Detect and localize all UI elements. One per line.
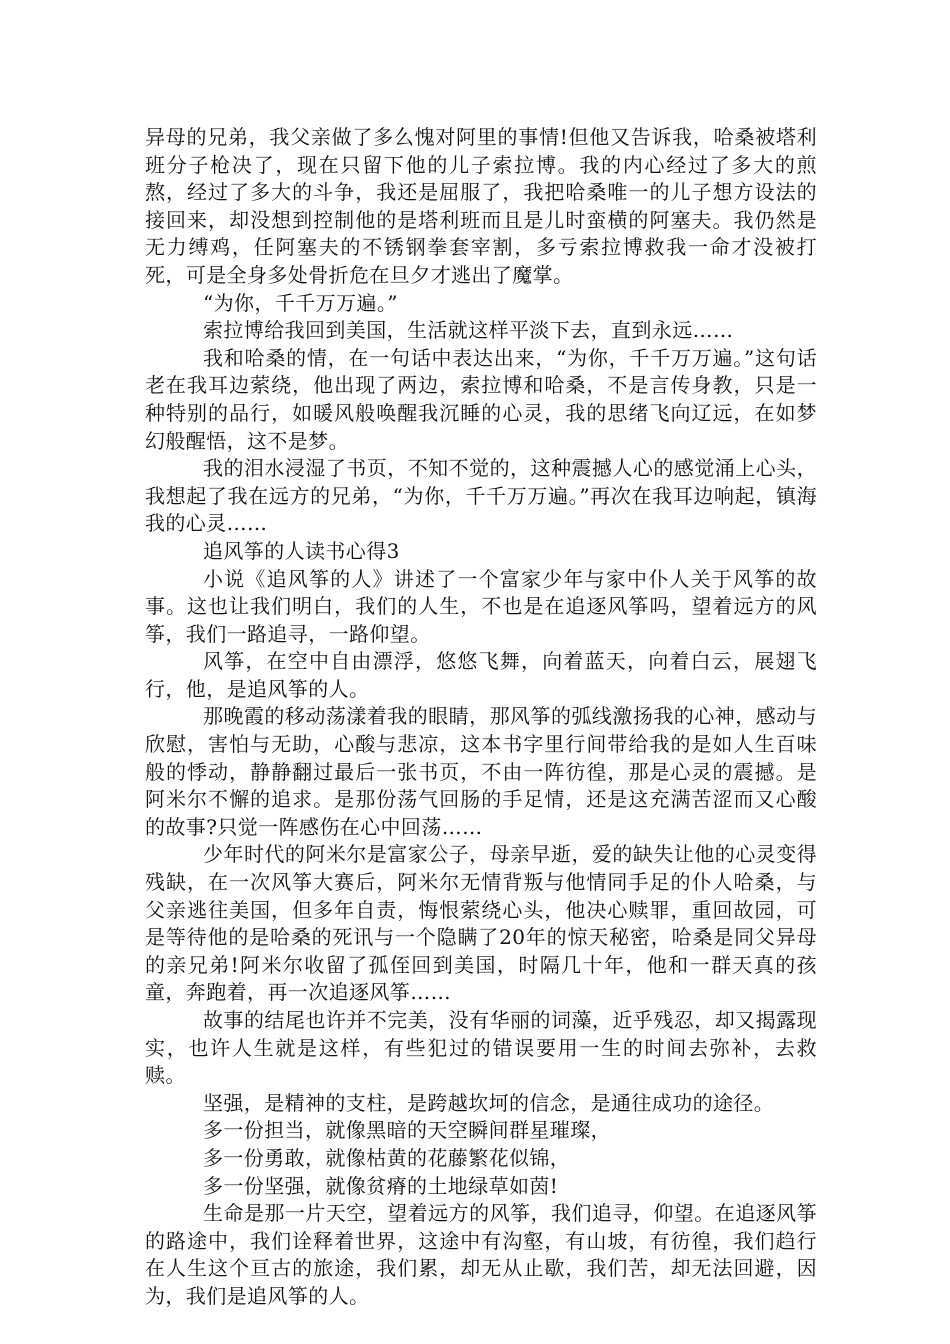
document-page <box>145 124 817 1311</box>
paragraph: 生命是那一片天空，望着远方的风筝，我们追寻，仰望。在追逐风筝的路途中，我们诠释着世界，这途中有沟壑，有山坡，有彷徨，我们趋行在人生这个亘古的旅途，我们累，却无从止歇，我们苦，却无法回避，因为，我们是追风筝的人。 <box>145 1201 817 1308</box>
paragraph: 我和哈桑的情，在一句话中表达出来，“为你，千千万万遍。”这句话老在我耳边萦绕，他出现了两边，索拉博和哈桑，不是言传身教，只是一种特别的品行，如暖风般唤醒我沉睡的心灵，我的思绪飞向辽远，在如梦幻般醒悟，这不是梦。 <box>145 345 817 453</box>
paragraph: 索拉博给我回到美国，生活就这样平淡下去，直到永远…… <box>203 318 734 343</box>
paragraph: 我的泪水浸湿了书页，不知不觉的，这种震撼人心的感觉涌上心头，我想起了我在远方的兄弟，“为你，千千万万遍。”再次在我耳边响起，镇海我的心灵…… <box>145 456 817 536</box>
paragraph: 故事的结尾也许并不完美，没有华丽的词藻，近乎残忍，却又揭露现实，也许人生就是这样，有些犯过的错误要用一生的时间去弥补，去救赎。 <box>145 1008 817 1088</box>
paragraph: 坚强，是精神的支柱，是跨越坎坷的信念，是通往成功的途径。 <box>203 1090 775 1115</box>
paragraph-continuation: 异母的兄弟，我父亲做了多么愧对阿里的事情!但他又告诉我，哈桑被塔利班分子枪决了，现在只留下他的儿子索拉博。我的内心经过了多大的煎熬，经过了多大的斗争，我还是屈服了，我把哈桑唯一的儿子想方设法的接回来，却没想到控制他的是塔利班而且是儿时蛮横的阿塞夫。我仍然是无力缚鸡，任阿塞夫的不锈钢拳套宰割，多亏索拉博救我一命才没被打死，可是全身多处骨折危在旦夕才逃出了魔掌。 <box>145 125 817 287</box>
paragraph: 少年时代的阿米尔是富家公子，母亲早逝，爱的缺失让他的心灵变得残缺，在一次风筝大赛后，阿米尔无情背叛与他情同手足的仆人哈桑，与父亲逃往美国，但多年自责，悔恨萦绕心头，他决心赎罪，重回故园，可是等待他的是哈桑的死讯与一个隐瞒了20年的惊天秘密，哈桑是同父异母的亲兄弟!阿米尔收留了孤侄回到美国，时隔几十年，他和一群天真的孩童，奔跑着，再一次追逐风筝…… <box>145 842 817 1005</box>
paragraph: 多一份担当，就像黑暗的天空瞬间群星璀璨， <box>203 1118 611 1143</box>
section-heading: 追风筝的人读书心得3 <box>203 538 400 563</box>
paragraph: 那晚霞的移动荡漾着我的眼睛，那风筝的弧线激扬我的心神，感动与欣慰，害怕与无助，心酸与悲凉，这本书字里行间带给我的是如人生百味般的悸动，静静翻过最后一张书页，不由一阵彷徨，那是心灵的震撼。是阿米尔不懈的追求。是那份荡气回肠的手足情，还是这充满苦涩而又心酸的故事?只觉一阵感伤在心中回荡…… <box>145 704 817 839</box>
paragraph: 小说《追风筝的人》讲述了一个富家少年与家中仆人关于风筝的故事。这也让我们明白，我们的人生，不也是在追逐风筝吗，望着远方的风筝，我们一路追寻，一路仰望。 <box>145 566 817 646</box>
paragraph: 风筝，在空中自由漂浮，悠悠飞舞，向着蓝天，向着白云，展翅飞行，他，是追风筝的人。 <box>145 649 817 701</box>
paragraph: 多一份坚强，就像贫瘠的土地绿草如茵! <box>203 1173 559 1198</box>
paragraph-quote: “为你，千千万万遍。” <box>203 290 398 315</box>
paragraph: 多一份勇敢，就像枯黄的花藤繁花似锦， <box>203 1145 571 1170</box>
